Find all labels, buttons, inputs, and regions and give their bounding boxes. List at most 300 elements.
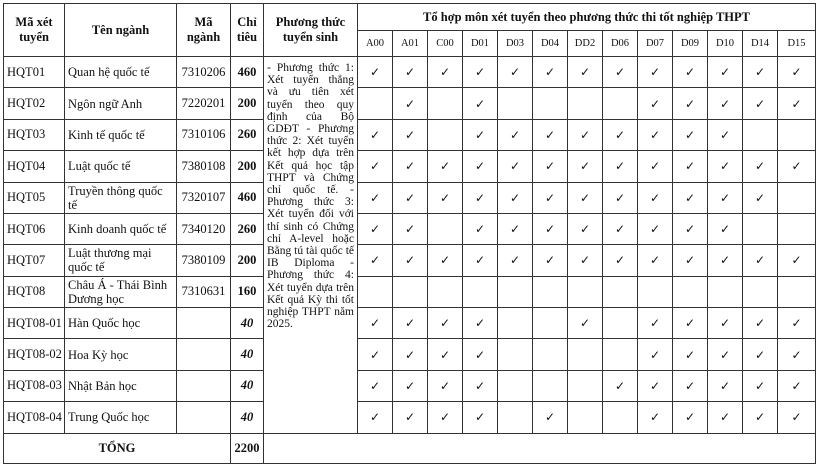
combo-header-d15: D15: [778, 31, 816, 57]
check-d07: [638, 119, 673, 150]
row-major-name: Ngôn ngữ Anh: [65, 88, 177, 119]
check-icon: ✓: [614, 159, 626, 174]
check-d14: [743, 88, 778, 119]
check-icon: ✓: [369, 253, 381, 268]
check-d03: [498, 151, 533, 182]
check-d15: [778, 370, 816, 401]
check-d01: [463, 119, 498, 150]
row-code: HQT08-01: [4, 308, 65, 339]
row-code: HQT03: [4, 119, 65, 150]
check-icon: ✓: [719, 190, 731, 205]
check-icon: ✓: [369, 222, 381, 237]
check-d04: [533, 370, 568, 401]
table-row: [4, 119, 816, 150]
check-icon: ✓: [369, 378, 381, 393]
check-a00: [358, 57, 393, 88]
check-icon: ✓: [791, 253, 802, 268]
combo-header-d07: D07: [638, 31, 673, 57]
check-d01: [463, 57, 498, 88]
header-to-hop-title: Tổ hợp môn xét tuyển theo phương thức thi tốt nghiệp THPT: [358, 4, 816, 31]
check-d06: [603, 151, 638, 182]
check-icon: ✓: [614, 65, 626, 80]
check-d14: [743, 213, 778, 244]
check-icon: ✓: [791, 347, 802, 362]
check-d01: [463, 308, 498, 339]
row-quota: 40: [231, 370, 264, 401]
row-major-name: Nhật Bản học: [65, 370, 177, 401]
check-icon: ✓: [649, 378, 661, 393]
check-icon: ✓: [649, 253, 661, 268]
check-d06: [603, 308, 638, 339]
check-icon: ✓: [684, 190, 696, 205]
row-quota: 200: [231, 151, 264, 182]
check-icon: ✓: [649, 222, 661, 237]
check-icon: ✓: [719, 253, 731, 268]
check-d14: [743, 308, 778, 339]
check-icon: ✓: [439, 347, 451, 362]
check-d15: [778, 245, 816, 276]
check-icon: ✓: [439, 378, 451, 393]
check-icon: ✓: [369, 347, 381, 362]
check-d04: [533, 402, 568, 433]
total-label: TỔNG: [4, 433, 231, 464]
row-major-name: Kinh doanh quốc tế: [65, 213, 177, 244]
check-icon: ✓: [684, 222, 696, 237]
combo-header-d03: D03: [498, 31, 533, 57]
check-a01: [393, 245, 428, 276]
check-icon: ✓: [719, 410, 731, 425]
check-d03: [498, 119, 533, 150]
check-icon: ✓: [404, 127, 416, 142]
check-icon: ✓: [684, 378, 696, 393]
check-d03: [498, 308, 533, 339]
row-major-code: 7310206: [177, 57, 231, 88]
check-dd2: [568, 57, 603, 88]
check-d07: [638, 245, 673, 276]
check-d09: [673, 245, 708, 276]
check-d09: [673, 88, 708, 119]
check-icon: ✓: [791, 410, 802, 425]
check-icon: ✓: [649, 159, 661, 174]
check-d04: [533, 245, 568, 276]
check-icon: ✓: [404, 65, 416, 80]
check-icon: ✓: [684, 127, 696, 142]
check-d15: [778, 339, 816, 370]
table-row: [4, 88, 816, 119]
check-icon: ✓: [649, 190, 661, 205]
admission-methods: - Phương thức 1: Xét tuyển thẳng và ưu tiên xét tuyển theo quy định của Bộ GDĐT - Phương thức 2: Xét tuyển kết hợp dựa trên Kết quả học tập THPT và Chứng chỉ quốc tế. - Phương thức 3: Xét tuyển đối với thí sinh có Chứng chỉ A-level hoặc Bằng tú tài quốc tế IB Diploma - Phương thức 4: Xét tuyển dựa trên Kết quả Kỳ thi tốt nghiệp THPT năm 2025.: [264, 57, 358, 434]
table-row: [4, 213, 816, 244]
check-dd2: [568, 88, 603, 119]
combo-header-d01: D01: [463, 31, 498, 57]
check-a01: [393, 57, 428, 88]
check-icon: ✓: [544, 127, 556, 142]
table-row: [4, 182, 816, 213]
check-d04: [533, 308, 568, 339]
check-a01: [393, 213, 428, 244]
table-row: [4, 245, 816, 276]
check-icon: ✓: [474, 378, 486, 393]
check-icon: ✓: [544, 410, 556, 425]
check-icon: ✓: [404, 253, 416, 268]
check-icon: ✓: [614, 190, 626, 205]
check-dd2: [568, 276, 603, 307]
check-a01: [393, 276, 428, 307]
check-icon: ✓: [754, 378, 766, 393]
check-icon: ✓: [474, 159, 486, 174]
check-d09: [673, 308, 708, 339]
table-row: [4, 339, 816, 370]
combo-header-dd2: DD2: [568, 31, 603, 57]
combo-header-d14: D14: [743, 31, 778, 57]
row-code: HQT02: [4, 88, 65, 119]
check-c00: [428, 245, 463, 276]
check-icon: ✓: [719, 159, 731, 174]
check-icon: ✓: [404, 96, 416, 111]
check-d09: [673, 402, 708, 433]
table-row: [4, 276, 816, 307]
check-d15: [778, 213, 816, 244]
check-icon: ✓: [579, 127, 591, 142]
combo-header-a01: A01: [393, 31, 428, 57]
check-icon: ✓: [649, 347, 661, 362]
check-d07: [638, 276, 673, 307]
check-d04: [533, 57, 568, 88]
check-d04: [533, 119, 568, 150]
check-d03: [498, 276, 533, 307]
check-d10: [708, 245, 743, 276]
row-quota: 40: [231, 308, 264, 339]
check-icon: ✓: [404, 347, 416, 362]
check-a01: [393, 308, 428, 339]
check-icon: ✓: [544, 65, 556, 80]
check-d14: [743, 276, 778, 307]
row-major-code: 7380108: [177, 151, 231, 182]
check-icon: ✓: [754, 253, 766, 268]
check-icon: ✓: [404, 378, 416, 393]
check-d07: [638, 402, 673, 433]
check-a00: [358, 245, 393, 276]
check-a01: [393, 339, 428, 370]
check-icon: ✓: [719, 96, 731, 111]
check-d10: [708, 57, 743, 88]
check-icon: ✓: [439, 316, 451, 331]
combo-header-d04: D04: [533, 31, 568, 57]
check-icon: ✓: [579, 65, 591, 80]
check-d01: [463, 370, 498, 401]
check-d06: [603, 245, 638, 276]
check-d03: [498, 182, 533, 213]
check-d15: [778, 276, 816, 307]
check-d14: [743, 370, 778, 401]
check-icon: ✓: [649, 96, 661, 111]
check-icon: ✓: [579, 316, 591, 331]
check-icon: ✓: [754, 159, 766, 174]
total-value: 2200: [231, 433, 264, 464]
check-c00: [428, 57, 463, 88]
check-d15: [778, 119, 816, 150]
check-icon: ✓: [369, 159, 381, 174]
row-major-code: 7380109: [177, 245, 231, 276]
check-icon: ✓: [544, 222, 556, 237]
check-icon: ✓: [754, 96, 766, 111]
check-d14: [743, 339, 778, 370]
check-icon: ✓: [719, 222, 731, 237]
check-icon: ✓: [649, 65, 661, 80]
check-c00: [428, 182, 463, 213]
check-c00: [428, 276, 463, 307]
check-d15: [778, 151, 816, 182]
check-icon: ✓: [369, 316, 381, 331]
check-icon: ✓: [684, 65, 696, 80]
check-d09: [673, 57, 708, 88]
check-icon: ✓: [369, 127, 381, 142]
check-icon: ✓: [684, 347, 696, 362]
check-d07: [638, 308, 673, 339]
check-d10: [708, 119, 743, 150]
check-icon: ✓: [614, 253, 626, 268]
check-icon: ✓: [474, 222, 486, 237]
check-icon: ✓: [719, 347, 731, 362]
check-icon: ✓: [649, 316, 661, 331]
check-dd2: [568, 182, 603, 213]
check-icon: ✓: [684, 253, 696, 268]
check-d01: [463, 276, 498, 307]
check-d07: [638, 88, 673, 119]
check-icon: ✓: [719, 316, 731, 331]
check-icon: ✓: [719, 65, 731, 80]
check-d07: [638, 151, 673, 182]
check-d10: [708, 151, 743, 182]
check-icon: ✓: [439, 410, 451, 425]
check-d03: [498, 213, 533, 244]
check-icon: ✓: [614, 378, 626, 393]
row-major-code: [177, 402, 231, 433]
check-dd2: [568, 151, 603, 182]
check-d07: [638, 57, 673, 88]
check-d06: [603, 182, 638, 213]
check-icon: ✓: [474, 190, 486, 205]
check-icon: ✓: [684, 96, 696, 111]
row-code: HQT08-04: [4, 402, 65, 433]
check-d04: [533, 276, 568, 307]
check-icon: ✓: [369, 190, 381, 205]
check-d01: [463, 339, 498, 370]
check-icon: ✓: [369, 410, 381, 425]
check-d03: [498, 245, 533, 276]
table-row: [4, 370, 816, 401]
check-c00: [428, 213, 463, 244]
check-icon: ✓: [509, 127, 521, 142]
check-d14: [743, 119, 778, 150]
check-icon: ✓: [474, 316, 486, 331]
table-row: [4, 402, 816, 433]
check-d07: [638, 339, 673, 370]
table-row: [4, 308, 816, 339]
header-phuong-thuc: Phương thức tuyển sinh: [264, 4, 358, 57]
check-icon: ✓: [509, 65, 521, 80]
check-d04: [533, 88, 568, 119]
check-d03: [498, 339, 533, 370]
check-c00: [428, 88, 463, 119]
row-quota: 200: [231, 245, 264, 276]
total-row: [4, 433, 816, 464]
check-icon: ✓: [791, 96, 802, 111]
check-icon: ✓: [579, 222, 591, 237]
check-icon: ✓: [474, 127, 486, 142]
check-d01: [463, 213, 498, 244]
check-a00: [358, 151, 393, 182]
check-a01: [393, 370, 428, 401]
combo-header-d09: D09: [673, 31, 708, 57]
check-icon: ✓: [754, 347, 766, 362]
admission-table: [3, 3, 816, 464]
check-icon: ✓: [439, 190, 451, 205]
check-icon: ✓: [439, 253, 451, 268]
row-code: HQT01: [4, 57, 65, 88]
check-icon: ✓: [791, 65, 802, 80]
check-icon: ✓: [404, 222, 416, 237]
row-major-name: Truyền thông quốc tế: [65, 182, 177, 213]
check-icon: ✓: [544, 253, 556, 268]
check-d14: [743, 57, 778, 88]
check-icon: ✓: [684, 159, 696, 174]
check-d10: [708, 182, 743, 213]
check-icon: ✓: [791, 378, 802, 393]
check-d15: [778, 402, 816, 433]
check-dd2: [568, 119, 603, 150]
check-icon: ✓: [719, 127, 731, 142]
check-a00: [358, 402, 393, 433]
row-major-name: Châu Á - Thái Bình Dương học: [65, 276, 177, 307]
header-ten-nganh: Tên ngành: [65, 4, 177, 57]
check-a00: [358, 119, 393, 150]
check-d07: [638, 182, 673, 213]
check-d09: [673, 339, 708, 370]
check-a00: [358, 339, 393, 370]
check-d01: [463, 88, 498, 119]
row-quota: 40: [231, 339, 264, 370]
check-icon: ✓: [754, 316, 766, 331]
check-d01: [463, 182, 498, 213]
check-d09: [673, 151, 708, 182]
check-icon: ✓: [439, 159, 451, 174]
check-d10: [708, 213, 743, 244]
header-ma-nganh: Mã ngành: [177, 4, 231, 57]
check-icon: ✓: [509, 190, 521, 205]
check-d06: [603, 57, 638, 88]
check-a00: [358, 88, 393, 119]
row-quota: 40: [231, 402, 264, 433]
check-icon: ✓: [404, 316, 416, 331]
row-major-code: 7220201: [177, 88, 231, 119]
check-a00: [358, 182, 393, 213]
check-dd2: [568, 245, 603, 276]
row-quota: 460: [231, 57, 264, 88]
check-d04: [533, 182, 568, 213]
header-chi-tieu: Chỉ tiêu: [231, 4, 264, 57]
check-icon: ✓: [684, 410, 696, 425]
combo-header-a00: A00: [358, 31, 393, 57]
check-icon: ✓: [474, 410, 486, 425]
combo-header-c00: C00: [428, 31, 463, 57]
check-icon: ✓: [754, 65, 766, 80]
combo-header-d06: D06: [603, 31, 638, 57]
check-icon: ✓: [649, 410, 661, 425]
table-row: [4, 151, 816, 182]
row-quota: 260: [231, 213, 264, 244]
check-icon: ✓: [474, 65, 486, 80]
check-d09: [673, 276, 708, 307]
check-d04: [533, 339, 568, 370]
check-icon: ✓: [439, 65, 451, 80]
check-d10: [708, 276, 743, 307]
combo-header-d10: D10: [708, 31, 743, 57]
check-icon: ✓: [509, 159, 521, 174]
check-d15: [778, 57, 816, 88]
row-code: HQT08: [4, 276, 65, 307]
check-icon: ✓: [754, 410, 766, 425]
check-icon: ✓: [791, 316, 802, 331]
check-d14: [743, 151, 778, 182]
row-quota: 160: [231, 276, 264, 307]
check-d10: [708, 308, 743, 339]
row-code: HQT08-02: [4, 339, 65, 370]
check-dd2: [568, 370, 603, 401]
check-dd2: [568, 308, 603, 339]
row-major-code: 7340120: [177, 213, 231, 244]
row-quota: 260: [231, 119, 264, 150]
check-a01: [393, 119, 428, 150]
check-d14: [743, 402, 778, 433]
row-major-code: [177, 370, 231, 401]
check-icon: ✓: [544, 190, 556, 205]
check-d09: [673, 119, 708, 150]
header-ma-xet-tuyen: Mã xét tuyển: [4, 4, 65, 57]
check-icon: ✓: [791, 159, 802, 174]
check-a00: [358, 308, 393, 339]
check-c00: [428, 308, 463, 339]
check-icon: ✓: [754, 190, 766, 205]
check-d06: [603, 276, 638, 307]
table-row: [4, 57, 816, 88]
row-major-name: Kinh tế quốc tế: [65, 119, 177, 150]
check-a01: [393, 402, 428, 433]
check-icon: ✓: [509, 222, 521, 237]
check-a00: [358, 276, 393, 307]
row-major-name: Luật quốc tế: [65, 151, 177, 182]
check-icon: ✓: [614, 222, 626, 237]
check-icon: ✓: [474, 347, 486, 362]
check-icon: ✓: [404, 410, 416, 425]
check-d14: [743, 245, 778, 276]
check-d09: [673, 370, 708, 401]
row-major-code: 7310106: [177, 119, 231, 150]
check-d01: [463, 245, 498, 276]
row-major-name: Trung Quốc học: [65, 402, 177, 433]
check-icon: ✓: [544, 159, 556, 174]
check-c00: [428, 119, 463, 150]
check-icon: ✓: [684, 316, 696, 331]
check-a00: [358, 213, 393, 244]
check-icon: ✓: [509, 253, 521, 268]
check-dd2: [568, 402, 603, 433]
row-code: HQT05: [4, 182, 65, 213]
row-major-code: 7320107: [177, 182, 231, 213]
row-code: HQT08-03: [4, 370, 65, 401]
row-major-name: Hàn Quốc học: [65, 308, 177, 339]
check-icon: ✓: [579, 190, 591, 205]
